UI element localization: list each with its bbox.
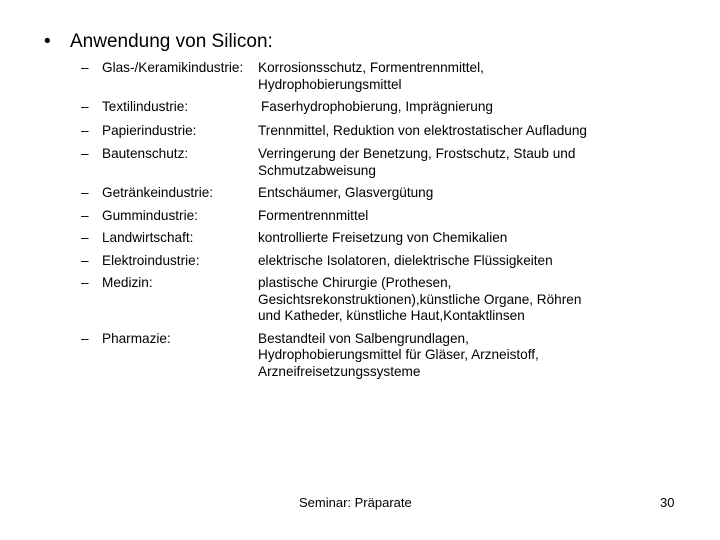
list-dash: –	[81, 230, 89, 245]
list-item-medizin	[81, 275, 711, 325]
list-dash: –	[81, 146, 89, 161]
application-description	[258, 230, 711, 247]
list-dash: –	[81, 207, 89, 223]
slide-footer	[0, 495, 720, 515]
application-description	[258, 208, 711, 225]
list-item-landwirtschaft	[81, 230, 711, 247]
application-description	[258, 123, 711, 140]
application-list	[81, 60, 711, 380]
list-dash: –	[81, 60, 89, 75]
description-line: Formentrennmittel	[258, 207, 369, 223]
description-line: Hydrophobierungsmittel	[258, 76, 402, 92]
application-description	[258, 331, 711, 381]
description-line: Schmutzabweisung	[258, 162, 376, 178]
description-line: elektrische Isolatoren, dielektrische Flüssigkeiten	[258, 252, 553, 268]
description-line: Verringerung der Benetzung, Frostschutz, Staub und	[258, 146, 576, 161]
application-description	[258, 275, 711, 325]
industry-label: Pharmazie:	[102, 330, 171, 346]
list-dash: –	[81, 122, 89, 138]
industry-label: Textilindustrie:	[102, 99, 189, 114]
description-line: kontrollierte Freisetzung von Chemikalien	[258, 230, 508, 245]
application-description	[258, 253, 711, 270]
list-dash: –	[81, 252, 89, 268]
list-item-bautenschutz	[81, 146, 711, 179]
application-description	[258, 146, 711, 179]
list-item-papierindustrie	[81, 123, 711, 140]
list-dash: –	[81, 185, 89, 200]
application-description	[258, 60, 711, 93]
industry-label: Papierindustrie:	[102, 122, 197, 138]
industry-label: Getränkeindustrie:	[102, 185, 214, 200]
industry-label: Landwirtschaft:	[102, 230, 194, 245]
description-line: Trennmittel, Reduktion von elektrostatischer Aufladung	[258, 122, 587, 138]
application-description	[258, 185, 711, 202]
list-dash: –	[81, 275, 89, 290]
industry-label: Bautenschutz:	[102, 146, 189, 161]
footer-text: Seminar: Präparate	[299, 495, 412, 510]
list-item-gummindustrie	[81, 208, 711, 225]
list-item-textilindustrie	[81, 99, 711, 116]
title-bullet: •	[44, 31, 51, 52]
industry-label: Glas-/Keramikindustrie:	[102, 60, 244, 75]
description-line: Korrosionsschutz, Formentrennmittel,	[258, 60, 484, 75]
list-item-pharmazie	[81, 331, 711, 381]
description-line: Arzneifreisetzungssysteme	[258, 363, 421, 379]
description-line: Gesichtsrekonstruktionen),künstliche Organe, Röhren	[258, 291, 582, 307]
industry-label: Gummindustrie:	[102, 207, 198, 223]
description-line: und Katheder, künstliche Haut,Kontaktlinsen	[258, 308, 525, 323]
list-item-elektroindustrie	[81, 253, 711, 270]
description-line: Bestandteil von Salbengrundlagen,	[258, 330, 469, 346]
description-line: plastische Chirurgie (Prothesen,	[258, 275, 452, 290]
slide-title: Anwendung von Silicon:	[70, 31, 273, 52]
list-item-glas-keramikindustrie	[81, 60, 711, 93]
industry-label: Elektroindustrie:	[102, 252, 200, 268]
page-number: 30	[660, 495, 675, 510]
slide-title-row	[44, 30, 273, 54]
list-item-getraenkeindustrie	[81, 185, 711, 202]
description-line: Hydrophobierungsmittel für Gläser, Arzneistoff,	[258, 347, 539, 362]
list-dash: –	[81, 330, 89, 346]
industry-label: Medizin:	[102, 275, 153, 290]
list-dash: –	[81, 99, 89, 114]
application-description	[261, 99, 711, 116]
description-line: Faserhydrophobierung, Imprägnierung	[261, 99, 493, 114]
description-line: Entschäumer, Glasvergütung	[258, 185, 434, 200]
